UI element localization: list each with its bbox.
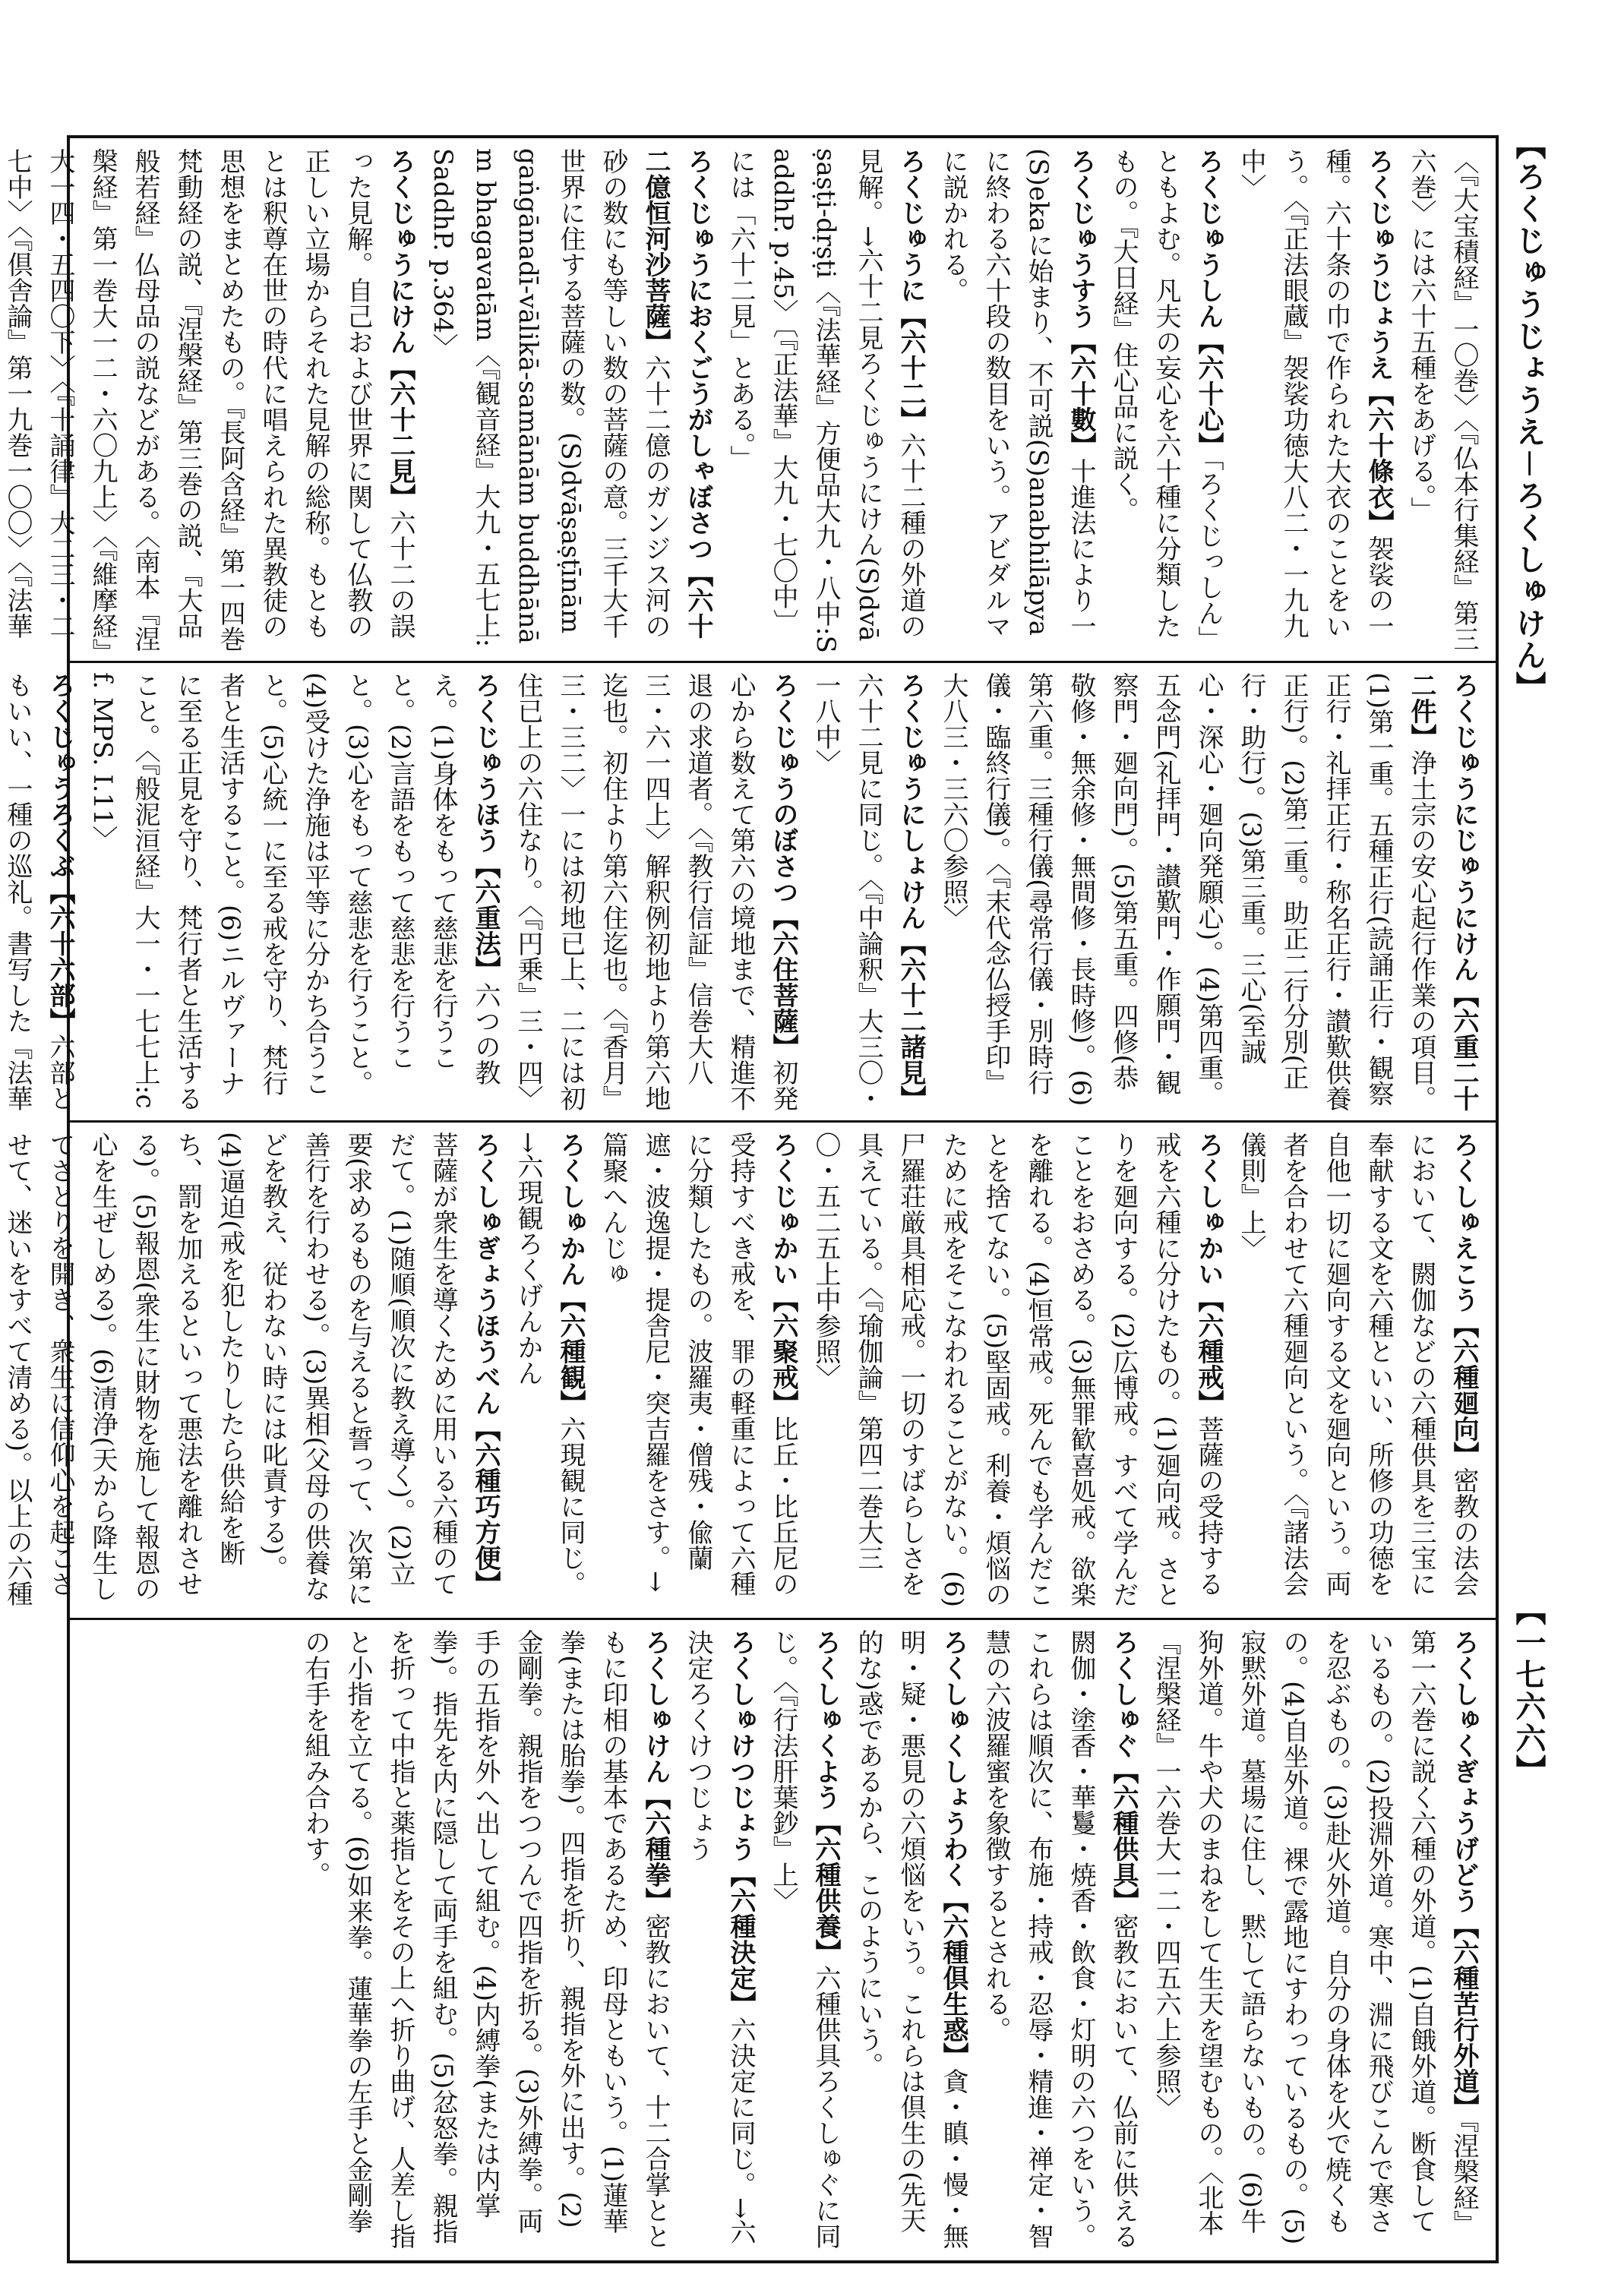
entry: ろくしゅかん【六種観】六現観に同じ。→六現観ろくげんかん [513,1132,586,1597]
entry: ろくしゅけつじょう【六種決定】六決定に同じ。→六決定ろくけつじょう [683,1629,756,2245]
entry: ろくじゅうじょうえ【六十條衣】袈裟の一種。六十条の巾で作られた大衣のことをいう。〈『正法眼蔵』袈裟功徳大八二・一九九中〉 [1236,148,1394,639]
entry: ろくしゅぎょうほうべん【六種巧方便】菩薩が衆生を導くために用いる六種のてだて。(1)随順(順次に教え導く)。(2)立要(求めるものを与えると誓って、次第に善行を行わせる)。(3)異相(父母の供養などを教え、従わない時には叱責する)。(4)逼迫(戒を犯したりしたら供給を断ち、罰を加えるといって悪法を離れさせる)。(5)報恩(衆生に財物を施して報恩の心を生ぜしめる)。(6)清浄(天から降生してさとりを開き、衆生に信仰心を起こさせて、迷いをすべて清める)。以上の六種 [2,1132,501,1607]
entry: ろくしゅくしょうわく【六種倶生惑】貪・瞋・慢・無明・疑・悪見の六煩悩をいう。これらは倶生の(先天的な)惑であるから、このようにいう。 [853,1629,968,2249]
text-band-1 [2,148,1485,653]
text-band-3 [2,1132,1485,1610]
entry: ろくじゅかい【六聚戒】比丘・比丘尼の受持すべき戒を、罪の軽重によって六種に分類したもの。波羅夷・僧残・偸蘭遮・波逸提・提舎尼・突吉羅をさす。→篇聚へんじゅ [598,1132,798,1597]
entry: ろくじゅうのぼさつ【六住菩薩】初発心から数えて第六の境地まで、精進不退の求道者。〈『教行信証』信巻大八三・六一四上〉解釈例初地より第六地迄也。初住より第六住迄也。〈『香月』三・三二〉一には初地已上、二には初住已上の六住なり。〈『円乗』三・四〉 [513,672,798,1111]
entry: ろくじゅうにじゅうにけん【六重二十二件】浄土宗の安心起行作業の項目。(1)第一重。五種正行(読誦正行・観察正行・礼拝正行・称名正行・讃歎供養正行)。(2)第二重。助正二行分別(正行・助行)。(3)第三重。三心(至誠心・深心・廻向発願心)。(4)第四重。五念門(礼拝門・讃歎門・作願門・観察門・廻向門)。(5)第五重。四修(恭敬修・無余修・無間修・長時修)。(6)第六重。三種行儀(尋常行儀・別時行儀・臨終行儀)。〈『末代念仏授手印』大八三・三六〇参照〉 [938,672,1479,1111]
entry: ろくじゅうすう【六十數】十進法により一(S)ekaに始まり、不可説(S)anabhilāpyaに終わる六十段の数目をいう。アビダルマに説かれる。 [938,148,1096,639]
entry: ろくじゅうほう【六重法】六つの教え。(1)身体をもって慈悲を行うこと。(2)言語をもって慈悲を行うこと。(3)心をもって慈悲を行うこと。(4)受けた浄施は平等に分かち合うこと。(5)心統一に至る戒を守り、梵行者と生活すること。(6)ニルヴァーナに至る正見を守り、梵行者と生活すること。〈『般泥洹経』大一・一七七上:cf. MPS. I.11〉 [87,672,501,1111]
entry: ろくしゅかい【六種戒】菩薩の受持する戒を六種に分けたもの。(1)廻向戒。さとりを廻向する。(2)広博戒。すべて学んだことをおさめる。(3)無罪歓喜処戒。欲楽を離れる。(4)恒常戒。死んでも学んだことを捨てない。(5)堅固戒。利養・煩悩のために戒をそこなわれることがない。(6)尸羅荘厳具相応戒。一切のすばらしさを具えている。〈『瑜伽論』第四二巻大三〇・五二五上中参照〉 [810,1132,1224,1608]
entry: ろくしゅぐ【六種供具】密教において、仏前に供える閼伽・塗香・華鬘・焼香・飲食・灯明の六つをいう。これらは順次に、布施・持戒・忍辱・精進・禅定・智慧の六波羅蜜を象徴するとされる。 [981,1629,1139,2249]
entry: 〈『大宝積経』一〇巻〉〈『仏本行集経』第三六巻〉には六十五種をあげる。」 [1406,148,1479,652]
entry: ろくじゅうにしょけん【六十二諸見】六十二見に同じ。〈『中論釈』大三〇・一八中〉 [810,672,926,1111]
running-head: 【ろくじゅうじょうえ－ろくしゅけん】 [1511,129,1547,703]
text-band-4 [84,1629,1485,2252]
band-divider-2 [70,1120,1496,1123]
entry: ろくしゅえこう【六種廻向】密教の法会において、閼伽などの六種供具を三宝に奉献する文を六種といい、所修の功徳を自他一切に廻向する文を廻向という。両者を合わせて六種廻向という。〈『諸法会儀則』上〉 [1236,1132,1479,1597]
entry: ろくじゅうろくぶ【六十六部】六部ともいい、一種の巡礼。書写した『法華 [2,672,75,1111]
band-divider-3 [70,1618,1496,1620]
entry: ろくじゅうに【六十二】六十二種の外道の見解。→六十二見ろくじゅうにけん(S)dvāṣaṣṭi-dṛṣṭi〈『法華経』方便品大九・八中:SaddhP. p.45〉〔『正法華』大九・七〇中〕には「六十二見」とある。」 [725,148,926,653]
entry: ろくしゅくよう【六種供養】六種供具ろくしゅぐに同じ。〈『行法肝葉鈔』上〉 [768,1629,841,2249]
entry: ろくじゅうにおくごうがしゃぼさつ【六十二億恒河沙菩薩】六十二億のガンジス河の砂の数にも等しい数の菩薩の意。三千大千世界に住する菩薩の数。(S)dvāṣaṣṭīnām gaṅgānadī-vālikā-samānām buddhānām bhagavatām〈『観音経』大九・五七上:SaddhP. p.364〉 [428,148,713,648]
page-number: 【一七六六】 [1511,1595,1547,1786]
entry: ろくじゅうしん【六十心】「ろくじっしん」ともよむ。凡夫の妄心を六十種に分類したもの。『大日経』住心品に説く。 [1108,148,1224,652]
entry: ろくしゅけん【六種拳】密教において、十二合掌とともに印相の基本であるため、印母ともいう。(1)蓮華拳(または胎拳)。四指を折り、親指を外に出す。(2)金剛拳。親指をつつんで四指を折る。(3)外縛拳。両手の五指を外へ出して組む。(4)内縛拳(または内掌拳)。指先を内に隠して両手を組む。(5)忿怒拳。親指を折って中指と薬指とをその上へ折り曲げ、人差し指と小指を立てる。(6)如来拳。蓮華拳の左手と金剛拳の右手を組み合わす。 [300,1629,671,2249]
text-band-2 [2,672,1485,1113]
entry: ろくしゅくぎょうげどう【六種苦行外道】『涅槃経』第一六巻に説く六種の外道。(1)自餓外道。断食しているもの。(2)投淵外道。寒中、淵に飛びこんで寒さを忍ぶもの。(3)赴火外道。自分の身体を火で焼くもの。(4)自坐外道。裸で露地にすわっているもの。(5)寂黙外道。墓場に住し、黙して語らないもの。(6)牛狗外道。牛や犬のまねをして生天を望むもの。〈北本『涅槃経』一六巻大一二・四五六上参照〉 [1151,1629,1479,2245]
entry: ろくじゅうにけん【六十二見】六十二の誤った見解。自己および世界に関して仏教の正しい立場からそれた見解の総称。もともとは釈尊在世の時代に唱えられた異教徒の思想をまとめたもの。『長阿含経』第一四巻梵動経の説、『涅槃経』第三巻の説、『大品般若経』仏母品の説などがある。〈南本『涅槃経』第一巻大一二・六〇九上〉〈『維摩経』大一四・五四〇下〉〈『十誦律』大二三・二七中〉〈『倶舎論』第一九巻一〇〇〉〈『法華 [2,148,415,652]
band-divider-1 [70,661,1496,663]
